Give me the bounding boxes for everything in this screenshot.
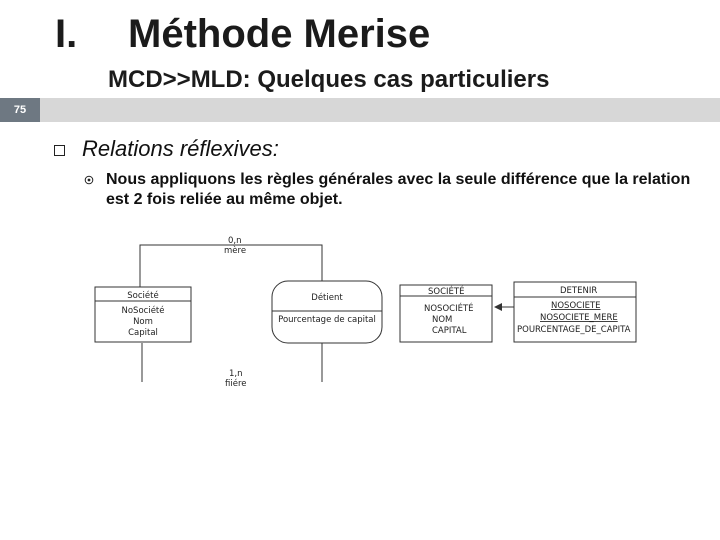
table-name: SOCIÉTÉ <box>428 287 465 297</box>
role-bottom: fiiére <box>225 379 247 389</box>
relation-detient <box>272 281 382 343</box>
table-column: NOSOCIETE <box>551 301 601 311</box>
card-bottom: 1,n <box>229 369 243 379</box>
bullet-level1: Relations réflexives: <box>82 136 279 161</box>
table-societe <box>400 285 492 342</box>
slide-number: 75 <box>0 98 40 122</box>
role-top: mère <box>224 246 247 256</box>
table-column: NOSOCIETE_MERE <box>540 313 618 323</box>
table-detenir <box>514 282 636 342</box>
table-column: NOSOCIÉTÉ <box>424 304 474 314</box>
entity-name: Société <box>127 291 159 301</box>
table-name: DETENIR <box>560 286 598 296</box>
bullet-level2: Nous appliquons les règles générales avec la seule différence que la relation est 2 fois reliée au même objet. <box>106 171 691 208</box>
page-title: Méthode Merise <box>128 12 431 56</box>
table-column: CAPITAL <box>432 326 467 336</box>
title-number: I. <box>55 12 78 56</box>
relation-attribute: Pourcentage de capital <box>278 315 376 325</box>
entity-attribute: NoSociété <box>121 306 165 316</box>
entity-attribute: Nom <box>133 317 153 327</box>
table-column: NOM <box>432 315 453 325</box>
page-subtitle: MCD>>MLD: Quelques cas particuliers <box>108 66 550 93</box>
entity-societe <box>95 287 191 342</box>
entity-attribute: Capital <box>128 328 158 338</box>
card-top: 0,n <box>228 236 242 246</box>
relation-name: Détient <box>311 293 343 303</box>
table-column: POURCENTAGE_DE_CAPITA <box>517 325 631 335</box>
